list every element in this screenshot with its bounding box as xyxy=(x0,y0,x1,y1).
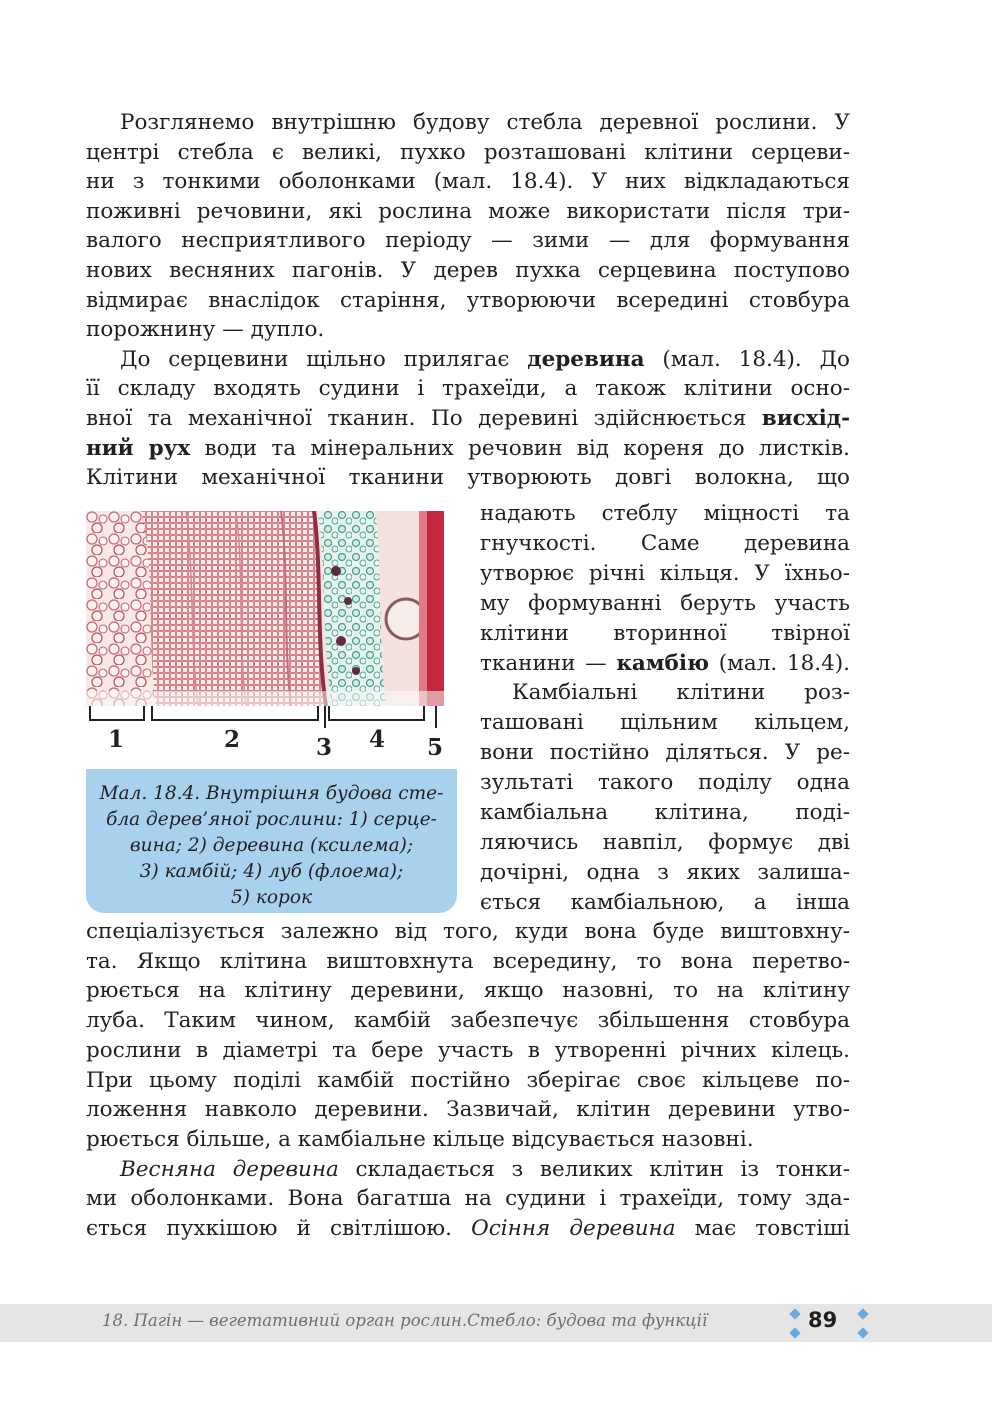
text-line xyxy=(86,167,850,197)
label-cambium: 3 xyxy=(316,734,333,761)
region-brackets xyxy=(86,706,451,776)
bold-term: деревина xyxy=(527,346,645,372)
italic-term: Осіння деревина xyxy=(471,1216,676,1241)
text-line xyxy=(86,463,850,493)
text-run: (мал. 18.4). До xyxy=(644,346,850,372)
text-line xyxy=(86,138,850,168)
caption-line: 3) камбій; 4) луб (флоема); xyxy=(139,861,404,882)
text-line xyxy=(86,1036,850,1066)
text-run: клітини вторинної твірної xyxy=(480,620,850,646)
text-run: її складу входять судини і трахеїди, а також клітини осно- xyxy=(86,376,850,402)
text-line xyxy=(86,976,850,1006)
text-line xyxy=(480,798,850,828)
text-run: порожнину — дупло. xyxy=(86,317,325,343)
text-run: ляючись навпіл, формує дві xyxy=(480,829,850,855)
text-line xyxy=(480,649,850,679)
text-line xyxy=(86,947,850,977)
running-title: 18. Пагін — вегетативний орган рослин.Стебло: будова та функції xyxy=(102,1311,708,1330)
text-run: води та мінеральних речовин від кореня до листків. xyxy=(190,435,850,461)
text-run: рослини в діаметрі та бере участь в утворенні річних кілець. xyxy=(86,1037,850,1063)
text-run: вної та механічної тканин. По деревині здійснюється xyxy=(86,406,762,431)
text-line xyxy=(86,256,850,286)
text-run: зультаті такого поділу одна xyxy=(480,770,850,796)
text-run: Камбіальні клітини роз- xyxy=(512,680,850,706)
caption-line: вина; 2) деревина (ксилема); xyxy=(129,835,414,856)
italic-term: Весняна деревина xyxy=(120,1156,339,1182)
text-run: вони постійно діляться. У ре- xyxy=(480,740,850,766)
text-run: тканини — xyxy=(480,650,617,676)
text-run: ташовані щільним кільцем, xyxy=(480,710,850,736)
text-run: ється камбіальною, а інша xyxy=(480,889,850,915)
text-line xyxy=(480,858,850,888)
text-run: рюється на клітину деревини, якщо назовні, то на клітину xyxy=(86,978,850,1004)
text-run: ється пухкішою й світлішою. xyxy=(86,1216,472,1241)
page-number: 89 xyxy=(808,1308,838,1332)
text-line xyxy=(480,529,850,559)
text-run: му формуванні беруть участь xyxy=(480,590,850,616)
text-run: луба. Таким чином, камбій забезпечує збільшення стовбура xyxy=(86,1008,850,1034)
text-line xyxy=(86,226,850,256)
text-run: ложення навколо деревини. Зазвичай, клітин деревини утво- xyxy=(86,1097,850,1123)
text-line xyxy=(86,434,850,464)
bold-term: ний рух xyxy=(86,435,191,461)
text-run: Клітини механічної тканини утворюють довгі волокна, що xyxy=(86,465,850,491)
caption-line: 5) корок xyxy=(230,887,313,908)
diamond-decoration-icon xyxy=(857,1327,868,1338)
text-run: гнучкості. Саме деревина xyxy=(480,530,850,556)
text-run: та. Якщо клітина виштовхнута всередину, то вона перетво- xyxy=(86,948,850,974)
caption-line: бла дерев’яної рослини: 1) серце- xyxy=(106,809,437,830)
text-run: складається з великих клітин із тонки- xyxy=(338,1156,850,1182)
text-line xyxy=(86,404,850,434)
text-run: надають стеблу міцності та xyxy=(480,501,850,526)
text-line xyxy=(86,1006,850,1036)
text-run: (мал. 18.4). xyxy=(709,650,851,676)
text-line xyxy=(86,1066,850,1096)
text-run: До серцевини щільно прилягає xyxy=(120,346,528,372)
text-run: рюється більше, а камбіальне кільце відсувається назовні. xyxy=(86,1126,754,1152)
text-run: дочірні, одна з яких залиша- xyxy=(480,859,850,885)
text-line xyxy=(86,1214,850,1244)
text-run: нових весняних пагонів. У дерев пухка серцевина поступово xyxy=(86,258,850,283)
label-pith: 1 xyxy=(108,726,125,753)
label-xylem: 2 xyxy=(224,726,241,753)
label-phloem: 4 xyxy=(369,726,386,753)
text-run: валого несприятливого періоду — зими — для формування xyxy=(86,228,850,254)
text-line xyxy=(480,619,850,649)
text-line xyxy=(86,917,850,947)
label-cork: 5 xyxy=(427,734,444,761)
diamond-decoration-icon xyxy=(789,1327,800,1338)
text-line xyxy=(120,1155,850,1185)
text-run: відмирає внаслідок старіння, утворюючи всередині стовбура xyxy=(86,287,850,313)
text-run: центрі стебла є великі, пухко розташовані клітини серцеви- xyxy=(86,139,850,165)
text-line xyxy=(480,828,850,858)
text-line xyxy=(480,499,850,529)
text-line xyxy=(512,678,850,708)
text-run: поживні речовини, які рослина може використати після три- xyxy=(86,198,850,224)
text-line xyxy=(120,345,850,375)
text-line xyxy=(480,738,850,768)
text-run: ни з тонкими оболонками (мал. 18.4). У них відкладаються xyxy=(86,169,850,195)
text-line xyxy=(86,374,850,404)
text-line xyxy=(120,108,850,138)
text-line xyxy=(86,1125,850,1155)
page-footer xyxy=(0,1304,992,1342)
bold-term: висхід- xyxy=(761,406,850,431)
text-line xyxy=(86,286,850,316)
diamond-decoration-icon xyxy=(789,1308,800,1319)
text-line xyxy=(86,1184,850,1214)
text-line xyxy=(480,589,850,619)
text-run: камбіальна клітина, поді- xyxy=(480,800,850,825)
text-run: ми оболонками. Вона багатша на судини і трахеїди, тому зда- xyxy=(86,1186,850,1212)
text-line xyxy=(86,1095,850,1125)
text-line xyxy=(480,888,850,918)
text-line xyxy=(480,708,850,738)
figure-caption xyxy=(86,769,457,913)
text-line xyxy=(86,315,850,345)
bold-term: камбію xyxy=(616,650,710,676)
text-run: При цьому поділі камбій постійно зберігає своє кільцеве по- xyxy=(86,1067,850,1093)
diamond-decoration-icon xyxy=(857,1308,868,1319)
text-run: утворює річні кільця. У їхньо- xyxy=(480,560,850,586)
text-line xyxy=(86,197,850,227)
caption-line: Мал. 18.4. Внутрішня будова сте- xyxy=(99,783,444,804)
text-line xyxy=(480,768,850,798)
text-run: має товстіші xyxy=(675,1216,850,1241)
text-run: спеціалізується залежно від того, куди вона буде виштовхну- xyxy=(86,919,850,944)
figure-18-4 xyxy=(86,511,457,913)
stem-cross-section-image xyxy=(86,511,444,706)
text-run: Розглянемо внутрішню будову стебла деревної рослини. У xyxy=(120,110,850,135)
text-line xyxy=(480,559,850,589)
